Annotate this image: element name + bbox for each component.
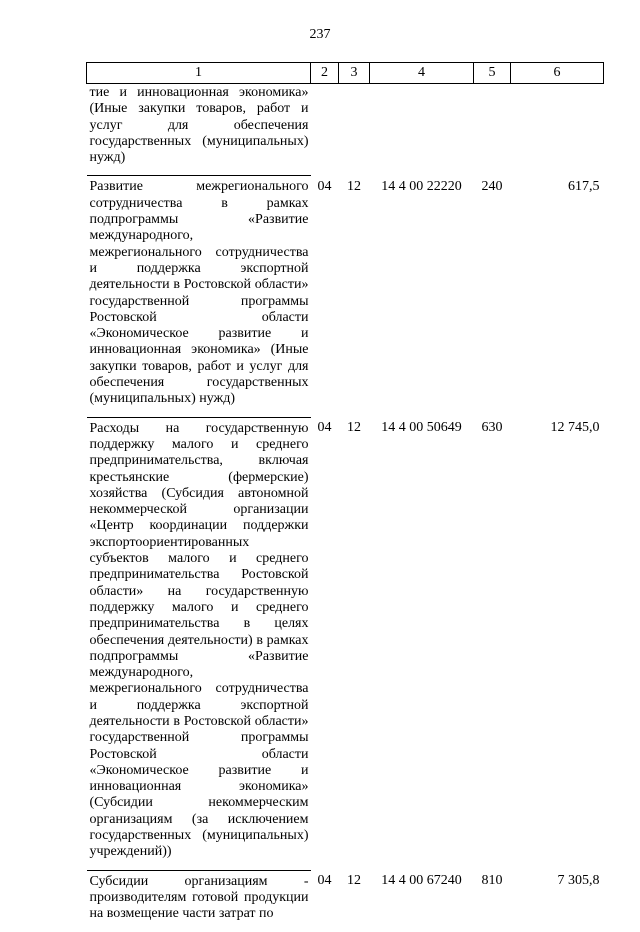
row-vr: 810 — [481, 873, 503, 889]
row-csr: 14 4 00 67240 — [381, 873, 462, 889]
row-pr: 12 — [347, 420, 361, 436]
row-csr: 14 4 00 22220 — [381, 178, 462, 194]
header-col-5: 5 — [474, 63, 511, 84]
header-col-2: 2 — [311, 63, 339, 84]
row-rz: 04 — [317, 420, 332, 436]
row-pr: 12 — [347, 178, 361, 194]
row-pr — [339, 84, 370, 176]
row-rz — [311, 84, 339, 176]
row-name: Субсидии организациям - производителям готовой продукции на возмещение части затрат по — [89, 873, 309, 922]
page-number: 237 — [309, 27, 331, 42]
header-col-1: 1 — [87, 63, 311, 84]
row-sum — [511, 84, 604, 176]
table-row — [87, 176, 604, 417]
header-col-4: 4 — [370, 63, 474, 84]
table-row — [87, 417, 604, 870]
row-rz: 04 — [317, 178, 332, 194]
row-vr — [474, 84, 511, 176]
row-vr: 630 — [481, 420, 503, 436]
row-name: Расходы на государственную поддержку малого и среднего предпринимательства, включая крестьянские (фермерские) хозяйства (Субсидия автономной некоммерческой организации «Центр координации поддержки экспортоориентированных субъектов малого и среднего предпринимательства Ростовской области» на государственную поддержку малого и среднего предпринимательства в целях обеспечения деятельности) в рамках подпрограммы «Развитие международного, межрегионального сотрудничества и поддержка экспортной деятельности в Ростовской области» государственной программы Ростовской области «Экономическое развитие и инновационная экономика» (Субсидии некоммерческим организациям (за исключением государственных (муниципальных) учреждений)) — [87, 417, 311, 870]
table-row — [87, 84, 604, 176]
row-csr — [370, 84, 474, 176]
row-sum: 617,5 — [568, 178, 600, 194]
row-vr: 240 — [481, 178, 503, 194]
header-row — [87, 63, 604, 84]
row-csr: 14 4 00 50649 — [381, 420, 462, 436]
row-rz: 04 — [317, 873, 332, 889]
row-sum: 12 745,0 — [550, 420, 600, 436]
row-pr: 12 — [347, 873, 361, 889]
row-sum: 7 305,8 — [557, 873, 600, 889]
budget-table — [86, 62, 604, 932]
header-col-3: 3 — [339, 63, 370, 84]
table-row — [87, 870, 604, 931]
row-name: тие и инновационная экономика» (Иные закупки товаров, работ и услуг для обеспечения государственных (муниципальных) нужд) — [87, 84, 311, 176]
row-name: Развитие межрегионального сотрудничества в рамках подпрограммы «Развитие международного, межрегионального сотрудничества и поддержка экспортной деятельности в Ростовской области» государственной программы Ростовской области «Экономическое развитие и инновационная экономика» (Иные закупки товаров, работ и услуг для обеспечения государственных (муниципальных) нужд) — [87, 176, 311, 417]
header-col-6: 6 — [511, 63, 604, 84]
